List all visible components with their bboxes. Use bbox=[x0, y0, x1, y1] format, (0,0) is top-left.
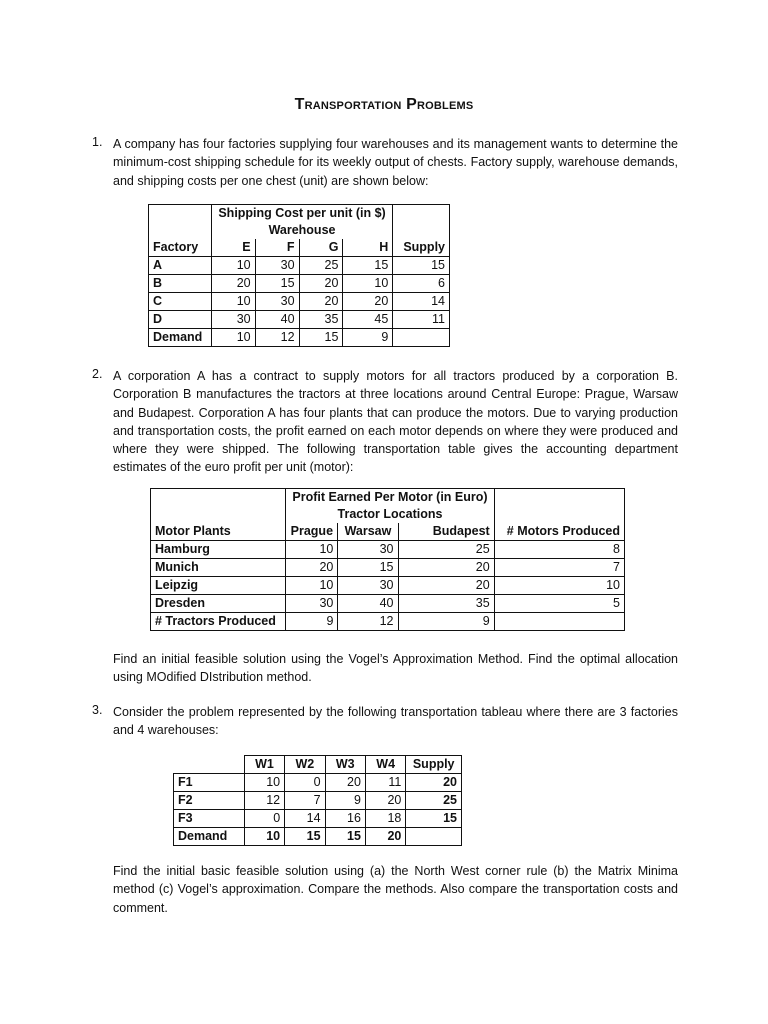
table-cell: 20 bbox=[398, 559, 494, 577]
table-cell: 10 bbox=[211, 257, 255, 275]
row-label: F1 bbox=[174, 774, 245, 792]
table-cell: 7 bbox=[285, 792, 325, 810]
profit-table bbox=[150, 488, 625, 631]
table-cell: 9 bbox=[286, 613, 338, 631]
table-cell: 11 bbox=[393, 311, 450, 329]
column-header: F bbox=[255, 239, 299, 257]
table-row bbox=[151, 577, 625, 595]
table-cell: 20 bbox=[211, 275, 255, 293]
table-row bbox=[149, 257, 450, 275]
table-cell: 10 bbox=[244, 774, 284, 792]
table-cell: 14 bbox=[285, 810, 325, 828]
table-cell: 8 bbox=[494, 541, 624, 559]
table-cell: 35 bbox=[299, 311, 343, 329]
blank-cell bbox=[406, 828, 462, 846]
row-label: Leipzig bbox=[151, 577, 286, 595]
blank-cell bbox=[494, 489, 624, 507]
table-cell: 15 bbox=[285, 828, 325, 846]
table-row bbox=[151, 559, 625, 577]
blank-cell bbox=[151, 506, 286, 523]
table-cell: 16 bbox=[325, 810, 365, 828]
column-header: Supply bbox=[393, 239, 450, 257]
problem-1 bbox=[92, 135, 678, 190]
table-cell: 15 bbox=[343, 257, 393, 275]
table-cell: 15 bbox=[299, 329, 343, 347]
table-row bbox=[174, 828, 462, 846]
table-cell: 20 bbox=[365, 828, 405, 846]
table-cell: 5 bbox=[494, 595, 624, 613]
table-cell: 45 bbox=[343, 311, 393, 329]
table-cell: 9 bbox=[343, 329, 393, 347]
problem-text: Consider the problem represented by the following transportation tableau where there are 3 factories and 4 warehouses: bbox=[113, 705, 678, 738]
blank-cell bbox=[393, 205, 450, 223]
table-cell: 15 bbox=[406, 810, 462, 828]
table-cell: 30 bbox=[255, 293, 299, 311]
table-cell: 9 bbox=[325, 792, 365, 810]
table-cell: 10 bbox=[211, 293, 255, 311]
row-label: Dresden bbox=[151, 595, 286, 613]
table-row bbox=[151, 595, 625, 613]
table-cell: 40 bbox=[255, 311, 299, 329]
column-header: Budapest bbox=[398, 523, 494, 541]
table-cell: 10 bbox=[343, 275, 393, 293]
column-header: E bbox=[211, 239, 255, 257]
table-cell: 20 bbox=[406, 774, 462, 792]
table-cell: 7 bbox=[494, 559, 624, 577]
table-cell: 10 bbox=[286, 577, 338, 595]
column-header: Factory bbox=[149, 239, 212, 257]
column-header: W2 bbox=[285, 756, 325, 774]
table-cell: 18 bbox=[365, 810, 405, 828]
column-header: Prague bbox=[286, 523, 338, 541]
table-row bbox=[149, 275, 450, 293]
table-cell: 30 bbox=[338, 541, 398, 559]
table-cell: 15 bbox=[325, 828, 365, 846]
table-cell: 0 bbox=[285, 774, 325, 792]
problem-2-instructions: Find an initial feasible solution using the Vogel’s Approximation Method. Find the optimal allocation using MOdified DIstribution method. bbox=[113, 652, 678, 685]
problem-number: 2. bbox=[92, 367, 103, 381]
row-label: Hamburg bbox=[151, 541, 286, 559]
table-cell: 15 bbox=[393, 257, 450, 275]
table-cell: 10 bbox=[244, 828, 284, 846]
blank-cell bbox=[174, 756, 245, 774]
table-subheader: Tractor Locations bbox=[286, 506, 494, 523]
problem-2 bbox=[92, 367, 678, 477]
problem-3 bbox=[92, 703, 678, 740]
table-cell: 20 bbox=[299, 275, 343, 293]
row-label: # Tractors Produced bbox=[151, 613, 286, 631]
table-cell: 30 bbox=[286, 595, 338, 613]
table-row bbox=[174, 774, 462, 792]
table-row bbox=[174, 792, 462, 810]
table-cell: 14 bbox=[393, 293, 450, 311]
row-label: A bbox=[149, 257, 212, 275]
blank-cell bbox=[393, 222, 450, 239]
table-cell: 25 bbox=[406, 792, 462, 810]
problem-text: A corporation A has a contract to supply motors for all tractors produced by a corporation B. Corporation B manufactures the tractors at three locations around Central Europe: Prague, Warsaw and Budapest. Corporation A has four plants that can produce the motors. Due to varying production and transportation costs, the profit earned on each motor depends on where they were produced and where they were shipped. The following transportation table gives the accounting department estimates of the euro profit per unit (motor): bbox=[113, 369, 678, 475]
problem-text: A company has four factories supplying four warehouses and its management wants to determine the minimum-cost shipping schedule for its weekly output of chests. Factory supply, warehouse demands, and shipping costs per one chest (unit) are shown below: bbox=[113, 137, 678, 188]
table-cell: 15 bbox=[338, 559, 398, 577]
row-label: F3 bbox=[174, 810, 245, 828]
table-cell: 12 bbox=[255, 329, 299, 347]
blank-cell bbox=[393, 329, 450, 347]
blank-cell bbox=[151, 489, 286, 507]
table-cell: 10 bbox=[494, 577, 624, 595]
column-header: Motor Plants bbox=[151, 523, 286, 541]
row-label: Demand bbox=[174, 828, 245, 846]
table-header-row bbox=[174, 756, 462, 774]
table-cell: 15 bbox=[255, 275, 299, 293]
blank-cell bbox=[494, 506, 624, 523]
table-header: Profit Earned Per Motor (in Euro) bbox=[286, 489, 494, 507]
row-label: D bbox=[149, 311, 212, 329]
column-header: W3 bbox=[325, 756, 365, 774]
table-cell: 25 bbox=[398, 541, 494, 559]
tableau-table bbox=[173, 755, 462, 846]
table-cell: 20 bbox=[299, 293, 343, 311]
table-cell: 30 bbox=[338, 577, 398, 595]
row-label: Munich bbox=[151, 559, 286, 577]
row-label: Demand bbox=[149, 329, 212, 347]
table-row bbox=[151, 613, 625, 631]
table-header-row bbox=[149, 239, 450, 257]
table-row bbox=[149, 311, 450, 329]
table-cell: 6 bbox=[393, 275, 450, 293]
table-header-row bbox=[151, 523, 625, 541]
table-row bbox=[149, 329, 450, 347]
table-cell: 10 bbox=[286, 541, 338, 559]
table-cell: 11 bbox=[365, 774, 405, 792]
column-header: Supply bbox=[406, 756, 462, 774]
row-label: F2 bbox=[174, 792, 245, 810]
table-cell: 35 bbox=[398, 595, 494, 613]
column-header: Warsaw bbox=[338, 523, 398, 541]
table-header: Shipping Cost per unit (in $) bbox=[211, 205, 393, 223]
column-header: H bbox=[343, 239, 393, 257]
table-subheader: Warehouse bbox=[211, 222, 393, 239]
table-cell: 12 bbox=[338, 613, 398, 631]
table-row bbox=[174, 810, 462, 828]
column-header: W1 bbox=[244, 756, 284, 774]
column-header: G bbox=[299, 239, 343, 257]
problem-3-instructions: Find the initial basic feasible solution using (a) the North West corner rule (b) the Matrix Minima method (c) Vogel’s approximation. Compare the methods. Also compare the transportation costs and comment. bbox=[113, 864, 678, 915]
table-cell: 25 bbox=[299, 257, 343, 275]
table-cell: 20 bbox=[398, 577, 494, 595]
table-cell: 30 bbox=[211, 311, 255, 329]
table-cell: 20 bbox=[343, 293, 393, 311]
table-cell: 12 bbox=[244, 792, 284, 810]
shipping-cost-table bbox=[148, 204, 450, 347]
table-cell: 40 bbox=[338, 595, 398, 613]
column-header: W4 bbox=[365, 756, 405, 774]
page-title: Transportation Problems bbox=[294, 96, 474, 113]
table-cell: 20 bbox=[286, 559, 338, 577]
table-cell: 10 bbox=[211, 329, 255, 347]
blank-cell bbox=[149, 205, 212, 223]
table-cell: 9 bbox=[398, 613, 494, 631]
table-cell: 0 bbox=[244, 810, 284, 828]
problem-number: 3. bbox=[92, 703, 103, 717]
table-cell: 30 bbox=[255, 257, 299, 275]
row-label: B bbox=[149, 275, 212, 293]
problem-number: 1. bbox=[92, 135, 103, 149]
row-label: C bbox=[149, 293, 212, 311]
blank-cell bbox=[494, 613, 624, 631]
column-header: # Motors Produced bbox=[494, 523, 624, 541]
blank-cell bbox=[149, 222, 212, 239]
table-row bbox=[149, 293, 450, 311]
table-row bbox=[151, 541, 625, 559]
table-cell: 20 bbox=[365, 792, 405, 810]
table-cell: 20 bbox=[325, 774, 365, 792]
